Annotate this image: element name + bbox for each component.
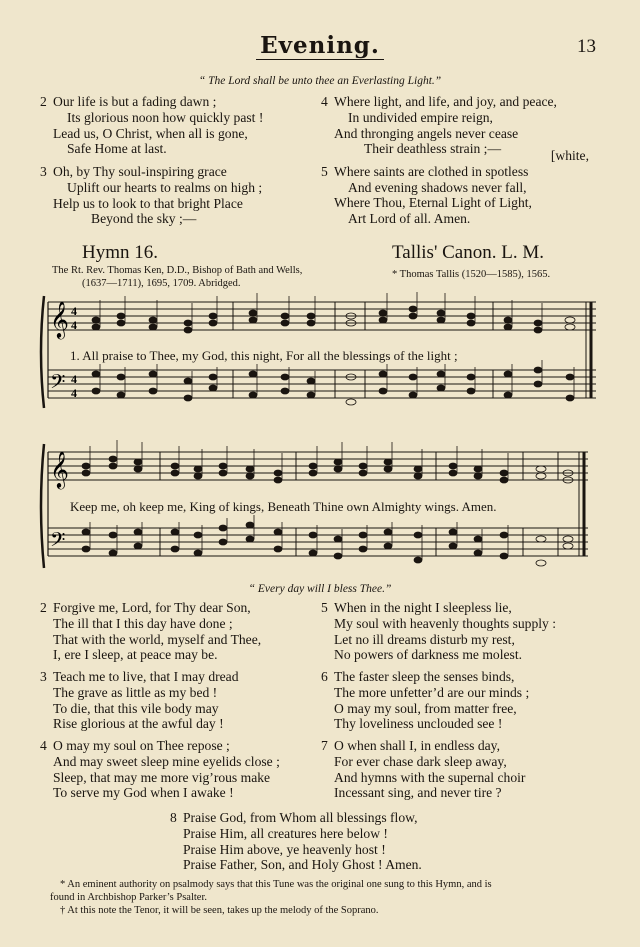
footnote-1-cont: found in Archbishop Parker’s Psalter. (50, 892, 207, 903)
hymn-author: The Rt. Rev. Thomas Ken, D.D., Bishop of Bath and Wells, (1637—1711), 1695, 1709. Abridged. (52, 265, 303, 289)
page-title: Evening. (0, 32, 640, 59)
time-sig-top-bass: 4 (71, 372, 77, 386)
treble-clef-icon: 𝄞 (50, 300, 69, 338)
verse-4-top: 4 Where light, and life, and joy, and peace, In undivided empire reign, And thronging angels never cease Their deathless strain ;— (321, 94, 557, 157)
verse-5-top: [white, 5 Where saints are clothed in spotless And evening shadows never fall, Where Thou, Eternal Light of Light, Art Lord of all. Amen. (321, 148, 589, 227)
verse-8: 8 Praise God, from Whom all blessings flow, Praise Him, all creatures here below ! Praise Him above, ye heavenly host ! Praise Father, Son, and Holy Ghost ! Amen. (170, 810, 422, 873)
lyric-line-1: 1. All praise to Thee, my God, this night, For all the blessings of the light ; (70, 348, 458, 363)
verse-3-top: 3 Oh, by Thy soul-inspiring grace Uplift our hearts to realms on high ; Help us to look to that bright Place Beyond the sky ;— (40, 164, 263, 227)
footnote-1: * An eminent authority on psalmody says that this Tune was the original one sung to this Hymn, and is (60, 879, 492, 890)
bass-staff (48, 370, 596, 398)
verse-2: 2 Forgive me, Lord, for Thy dear Son, The ill that I this day have done ; That with the world, myself and Thee, I, ere I sleep, at peace may be. (40, 600, 262, 663)
hymn-number: Hymn 16. (82, 242, 158, 263)
footnotes (50, 878, 610, 917)
footnote-2: † At this note the Tenor, it will be seen, takes up the melody of the Soprano. (60, 905, 379, 916)
treble-staff-2 (48, 452, 588, 480)
time-sig-bottom: 4 (71, 318, 77, 332)
tune-name: Tallis' Canon. L. M. (392, 242, 544, 263)
page-number: 13 (577, 36, 596, 57)
bass-clef-icon-2: 𝄢 (50, 528, 66, 556)
verse-5: 5 When in the night I sleepless lie, My soul with heavenly thoughts supply : Let no ill dreams disturb my rest, No powers of darkness me molest. (321, 600, 557, 663)
time-sig-top: 4 (71, 304, 77, 318)
lyric-line-2: Keep me, oh keep me, King of kings, Beneath Thine own Almighty wings. Amen. (70, 499, 497, 514)
verse-2-top: 2 Our life is but a fading dawn ; Its glorious noon how quickly past ! Lead us, O Christ, when all is gone, Safe Home at last. (40, 94, 264, 157)
verse-3: 3 Teach me to live, that I may dread The grave as little as my bed ! To die, that this vile body may Rise glorious at the awful day ! (40, 669, 239, 732)
tune-composer: * Thomas Tallis (1520—1585), 1565. (392, 269, 551, 280)
treble-clef-icon-2: 𝄞 (50, 450, 69, 488)
bass-staff-2 (48, 528, 588, 556)
verse-7: 7 O when shall I, in endless day, For ever chase dark sleep away, And hymns with the supernal choir Incessant sing, and never tire ? (321, 738, 526, 801)
verse-6: 6 The faster sleep the senses binds, The more unfetter’d are our minds ; O may my soul, from matter free, Thy loveliness unclouded see ! (321, 669, 530, 732)
treble-staff (48, 302, 596, 330)
bass-clef-icon: 𝄢 (50, 370, 66, 398)
epigraph-mid: “ Every day will I bless Thee.” (248, 583, 392, 595)
verse-4: 4 O may my soul on Thee repose ; And may sweet sleep mine eyelids close ; Sleep, that may me more vig’rous make To serve my God when I awake ! (40, 738, 280, 801)
time-sig-bottom-bass: 4 (71, 386, 77, 400)
epigraph-top: “ The Lord shall be unto thee an Everlasting Light.” (198, 75, 442, 87)
